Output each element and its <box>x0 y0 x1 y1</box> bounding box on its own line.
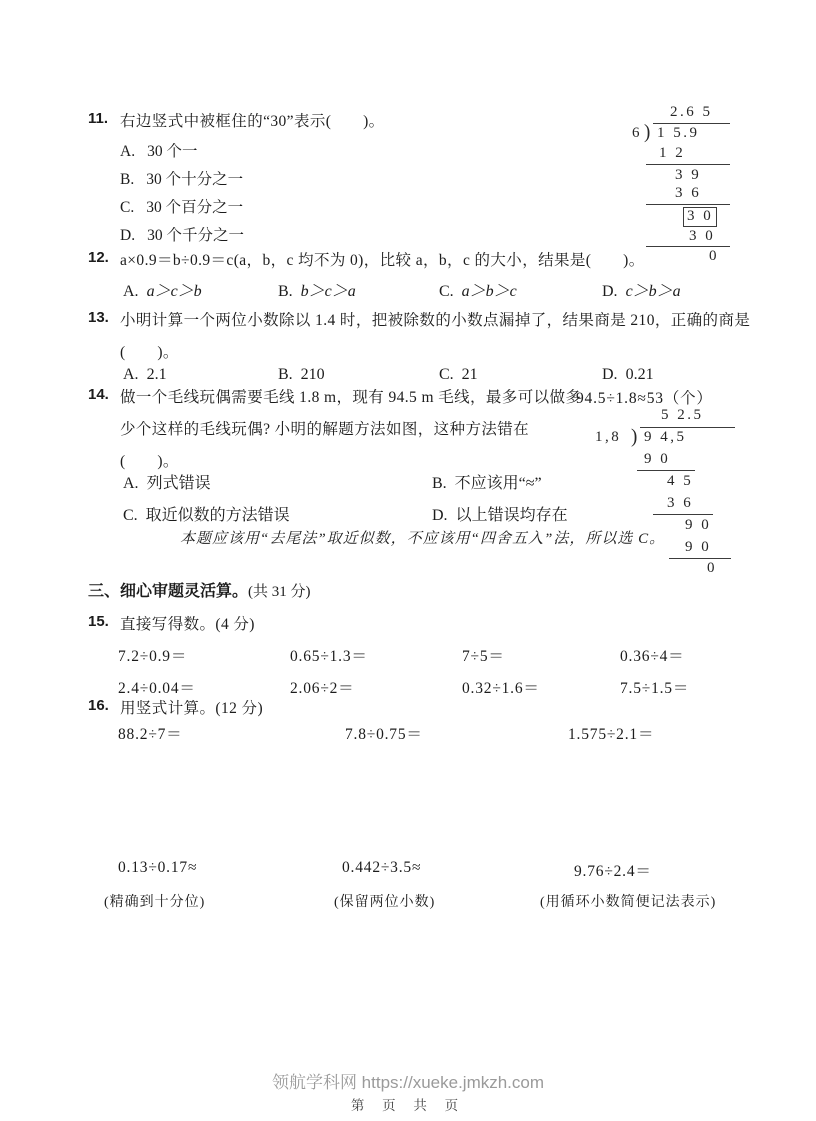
q16-number: 16. <box>88 697 109 714</box>
q14-division-quotient: 5 2.5 <box>661 407 704 423</box>
section3-score: (共 31 分) <box>248 584 311 600</box>
q12-option-a-label: A. <box>123 283 139 300</box>
q14-option-b-label: B. <box>432 475 447 492</box>
q13-option-d-value: 0.21 <box>625 366 654 383</box>
q16-note-2: (保留两位小数) <box>334 895 436 910</box>
q11-option-d-value: 30 个千分之一 <box>147 227 244 244</box>
q14-option-c-value: 取近似数的方法错误 <box>145 507 290 524</box>
q11-option-a <box>120 139 197 161</box>
q11-long-division <box>630 104 750 264</box>
q16-note-1: (精确到十分位) <box>104 895 206 910</box>
q12-option-c-value: a＞b＞c <box>461 283 517 300</box>
q12-option-d-value: c＞b＞a <box>625 283 681 300</box>
q14-division-bracket: ) <box>631 425 638 448</box>
q13-option-d-label: D. <box>602 366 618 383</box>
q12-option-d-label: D. <box>602 283 618 300</box>
q11-division-divisor: 6 <box>632 125 642 141</box>
q14-division-remainder: 0 <box>707 560 717 576</box>
q13-option-b-value: 210 <box>300 366 325 383</box>
q14-option-a <box>123 470 211 493</box>
q14-division-step2: 4 5 <box>667 473 694 489</box>
q15-expr-3: 7÷5＝ <box>462 648 505 665</box>
q13-text2: ( )。 <box>120 344 179 361</box>
q16-score: (12 分) <box>215 700 264 717</box>
q11-division-step3: 3 6 <box>675 185 702 201</box>
q13-option-b-label: B. <box>278 366 293 383</box>
q15-expr-6: 2.06÷2＝ <box>290 680 355 697</box>
q15-score: (4 分) <box>215 616 255 633</box>
q13-option-b <box>278 366 325 384</box>
q16-expr-5: 0.442÷3.5≈ <box>342 859 422 876</box>
q15-expr-2: 0.65÷1.3＝ <box>290 648 368 665</box>
q16-expr-3: 1.575÷2.1＝ <box>568 726 655 743</box>
q14-division-line3 <box>669 558 731 559</box>
q14-line1: 做一个毛线玩偶需要毛线 1.8 m，现有 94.5 m 毛线，最多可以做多 <box>120 389 582 406</box>
q11-division-line2 <box>646 204 730 205</box>
q15-expr-8: 7.5÷1.5＝ <box>620 680 690 697</box>
q14-option-a-value: 列式错误 <box>146 475 211 492</box>
q12-option-b <box>278 278 356 301</box>
q11-option-c <box>120 195 243 217</box>
q12-option-b-label: B. <box>278 283 293 300</box>
q11-division-line1 <box>646 164 730 165</box>
q14-division-step5: 9 0 <box>685 539 712 555</box>
q13-option-a <box>123 366 167 384</box>
q15-title-row <box>120 612 255 634</box>
q13-option-c-value: 21 <box>461 366 478 383</box>
section3-title: 三、细心审题灵活算。 <box>88 583 249 600</box>
q14-division-dividend: 9 4,5 <box>644 429 687 445</box>
q11-option-c-label: C. <box>120 199 135 216</box>
q13-option-c <box>439 366 478 384</box>
q14-option-d-value: 以上错误均存在 <box>455 507 568 524</box>
q16-title-row <box>120 696 263 718</box>
q14-division-step1: 9 0 <box>644 451 671 467</box>
q11-division-bracket: ) <box>644 121 651 144</box>
q11-text: 右边竖式中被框住的“30”表示( )。 <box>120 113 385 130</box>
q12-text: a×0.9＝b÷0.9＝c(a，b，c 均不为 0)，比较 a，b，c 的大小，结果是( )。 <box>120 252 645 269</box>
q14-division-step3: 3 6 <box>667 495 694 511</box>
q11-division-step4: 3 0 <box>689 228 716 244</box>
q14-option-b-value: 不应该用“≈” <box>454 475 542 492</box>
q11-division-remainder: 0 <box>709 248 719 264</box>
q11-option-b-value: 30 个十分之一 <box>146 171 244 188</box>
q14-division-step4: 9 0 <box>685 517 712 533</box>
q15-expr-1: 7.2÷0.9＝ <box>118 648 188 665</box>
q11-division-step1: 1 2 <box>659 145 686 161</box>
q11-option-b-label: B. <box>120 171 135 188</box>
q12-option-a-value: a＞c＞b <box>146 283 202 300</box>
q11-number: 11. <box>88 110 109 127</box>
footer-site-link: 领航学科网 https://xueke.jmkzh.com <box>271 1073 545 1092</box>
q14-number: 14. <box>88 386 109 403</box>
q14-line2: 少个这样的毛线玩偶? 小明的解题方法如图，这种方法错在 <box>120 421 530 438</box>
footer-page-label: 第 页 共 页 <box>350 1098 466 1113</box>
q14-option-a-label: A. <box>123 475 139 492</box>
q14-solution-caption: 94.5÷1.8≈53（个） <box>576 390 713 407</box>
q14-division-divisor: 1,8 <box>595 429 622 445</box>
q13-option-d <box>602 366 654 384</box>
q12-option-b-value: b＞c＞a <box>300 283 356 300</box>
q16-expr-6: 9.76÷2.4＝ <box>574 863 652 880</box>
q13-text: 小明计算一个两位小数除以 1.4 时，把被除数的小数点漏掉了，结果商是 210，正确的商是 <box>120 312 751 329</box>
q12-number: 12. <box>88 249 109 266</box>
q11-option-a-label: A. <box>120 143 136 160</box>
section3-heading <box>88 578 311 601</box>
q14-answer-note: 本题应该用“去尾法”取近似数，不应该用“四舍五入”法，所以选 C。 <box>180 531 666 547</box>
q14-long-division <box>575 407 775 577</box>
q15-number: 15. <box>88 613 109 630</box>
q11-option-d <box>120 223 244 245</box>
q14-line3: ( )。 <box>120 453 179 470</box>
q13-option-c-label: C. <box>439 366 454 383</box>
q16-expr-2: 7.8÷0.75＝ <box>345 726 423 743</box>
q16-note-3: (用循环小数简便记法表示) <box>540 895 717 910</box>
q11-division-dividend: 1 5.9 <box>657 125 700 141</box>
q14-option-c-label: C. <box>123 507 138 524</box>
q11-division-boxed-30: 3 0 <box>683 207 717 227</box>
q15-expr-7: 0.32÷1.6＝ <box>462 680 540 697</box>
q16-expr-1: 88.2÷7＝ <box>118 726 183 743</box>
q14-option-c <box>123 502 290 525</box>
q11-option-c-value: 30 个百分之一 <box>146 199 244 216</box>
q15-expr-5: 2.4÷0.04＝ <box>118 680 196 697</box>
q15-expr-4: 0.36÷4＝ <box>620 648 685 665</box>
q11-option-d-label: D. <box>120 227 136 244</box>
q14-division-line2 <box>653 514 713 515</box>
q16-expr-4: 0.13÷0.17≈ <box>118 859 198 876</box>
q11-option-b <box>120 167 243 189</box>
q15-title: 直接写得数。 <box>120 616 216 633</box>
q14-option-d-label: D. <box>432 507 448 524</box>
q12-option-d <box>602 278 681 301</box>
q14-option-b <box>432 470 542 493</box>
q11-division-step2: 3 9 <box>675 167 702 183</box>
q11-option-a-value: 30 个一 <box>147 143 198 160</box>
q16-title: 用竖式计算。 <box>120 700 216 717</box>
q13-option-a-label: A. <box>123 366 139 383</box>
q14-option-d <box>432 502 568 525</box>
q12-option-c-label: C. <box>439 283 454 300</box>
q13-option-a-value: 2.1 <box>146 366 167 383</box>
q13-number: 13. <box>88 309 109 326</box>
q14-division-line1 <box>637 470 695 471</box>
q12-option-a <box>123 278 202 301</box>
q11-division-quotient: 2.6 5 <box>670 104 713 120</box>
q12-option-c <box>439 278 517 301</box>
